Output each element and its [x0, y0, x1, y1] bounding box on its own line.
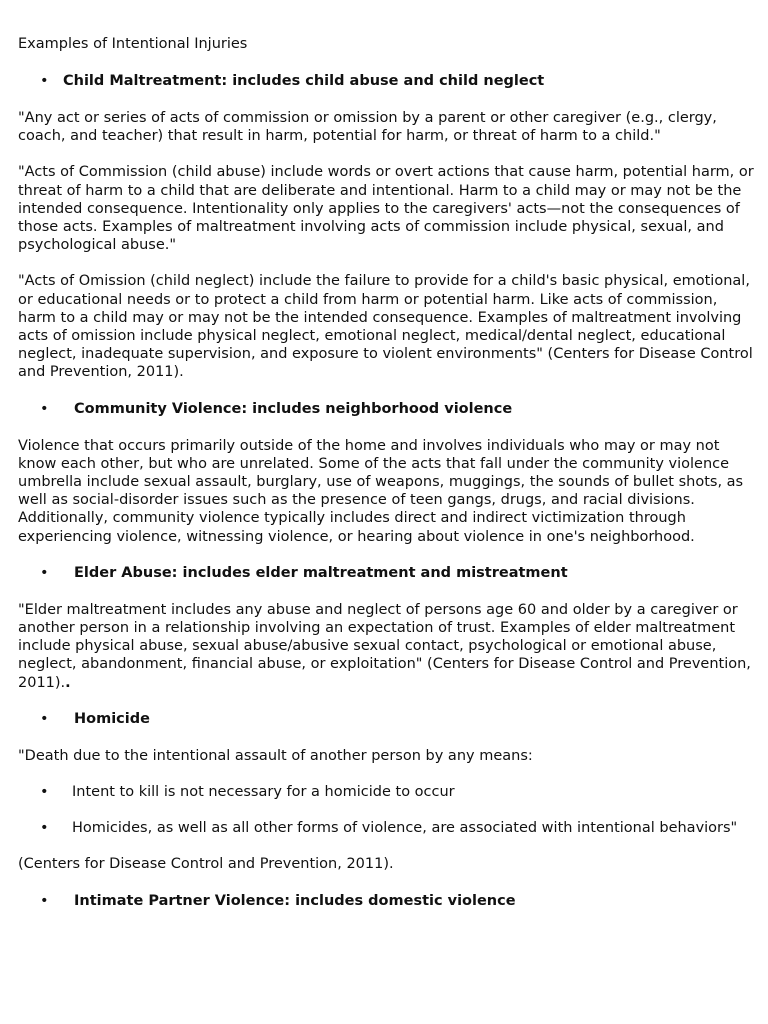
section-heading-text: Intimate Partner Violence: includes domestic violence	[74, 892, 516, 909]
section-heading-text: Elder Abuse: includes elder maltreatment and mistreatment	[74, 564, 568, 581]
section-heading-text: Child Maltreatment: includes child abuse and child neglect	[63, 73, 545, 89]
paragraph-text: "Elder maltreatment includes any abuse and neglect of persons age 60 and older by a caregiver or another person in a relationship involving an expectation of trust. Examples of elder maltreatment include physical abuse, sexual abuse/abusive sexual contact, psychological or emotional abuse, neglect, abandonment, financial abuse, or exploitation" (Centers for Disease Control and Prevention, 2011).	[18, 601, 751, 691]
section-heading-text: Community Violence: includes neighborhood violence	[74, 400, 513, 417]
paragraph: "Acts of Omission (child neglect) include the failure to provide for a child's basic physical, emotional, or educational needs or to protect a child from harm or potential harm. Like acts of commission, harm to a child may or may not be the intended consequence. Examples of maltreatment involving acts of omission include physical neglect, emotional neglect, medical/dental neglect, educational neglect, inadequate supervision, and exposure to violent environments" (Centers for Disease Control and Prevention, 2011).	[18, 273, 753, 381]
bullet-icon: •	[40, 892, 49, 909]
section-heading-intimate-partner-violence	[18, 892, 758, 911]
paragraph: "Death due to the intentional assault of another person by any means:	[18, 747, 533, 764]
list-item	[18, 819, 758, 837]
document-title: Examples of Intentional Injuries	[18, 36, 248, 52]
paragraph	[18, 601, 758, 692]
bullet-icon: •	[40, 73, 49, 89]
section-heading-community-violence	[18, 400, 758, 419]
bullet-icon: •	[40, 820, 49, 837]
list-item	[18, 783, 758, 801]
citation: (Centers for Disease Control and Prevention, 2011).	[18, 856, 394, 873]
paragraph: "Acts of Commission (child abuse) include words or overt actions that cause harm, potential harm, or threat of harm to a child that are deliberate and intentional. Harm to a child may or may not be the intended consequence. Intentionality only applies to the caregivers' acts—not the consequences of those acts. Examples of maltreatment involving acts of commission include physical, sexual, and psychological abuse."	[18, 164, 754, 254]
section-heading-child-maltreatment	[18, 72, 758, 91]
paragraph: Violence that occurs primarily outside of the home and involves individuals who may or may not know each other, but who are unrelated. Some of the acts that fall under the community violence umbrella include sexual assault, burglary, use of weapons, muggings, the sounds of bullet shots, as well as social-disorder issues such as the presence of teen gangs, drugs, and racial divisions. Additionally, community violence typically includes direct and indirect victimization through experiencing violence, witnessing violence, or hearing about violence in one's neighborhood.	[18, 437, 744, 545]
trailing-period: .	[65, 674, 71, 691]
list-item-text: Intent to kill is not necessary for a homicide to occur	[72, 784, 455, 801]
list-item-text: Homicides, as well as all other forms of violence, are associated with intentional behaviors"	[72, 820, 738, 837]
bullet-icon: •	[40, 710, 49, 727]
section-heading-elder-abuse	[18, 564, 758, 583]
paragraph: "Any act or series of acts of commission or omission by a parent or other caregiver (e.g., clergy, coach, and teacher) that result in harm, potential for harm, or threat of harm to a child."	[18, 110, 717, 145]
section-heading-text: Homicide	[74, 710, 150, 727]
bullet-icon: •	[40, 564, 49, 581]
section-heading-homicide	[18, 710, 758, 729]
document-page	[18, 35, 758, 929]
bullet-icon: •	[40, 784, 49, 801]
bullet-icon: •	[40, 400, 49, 417]
